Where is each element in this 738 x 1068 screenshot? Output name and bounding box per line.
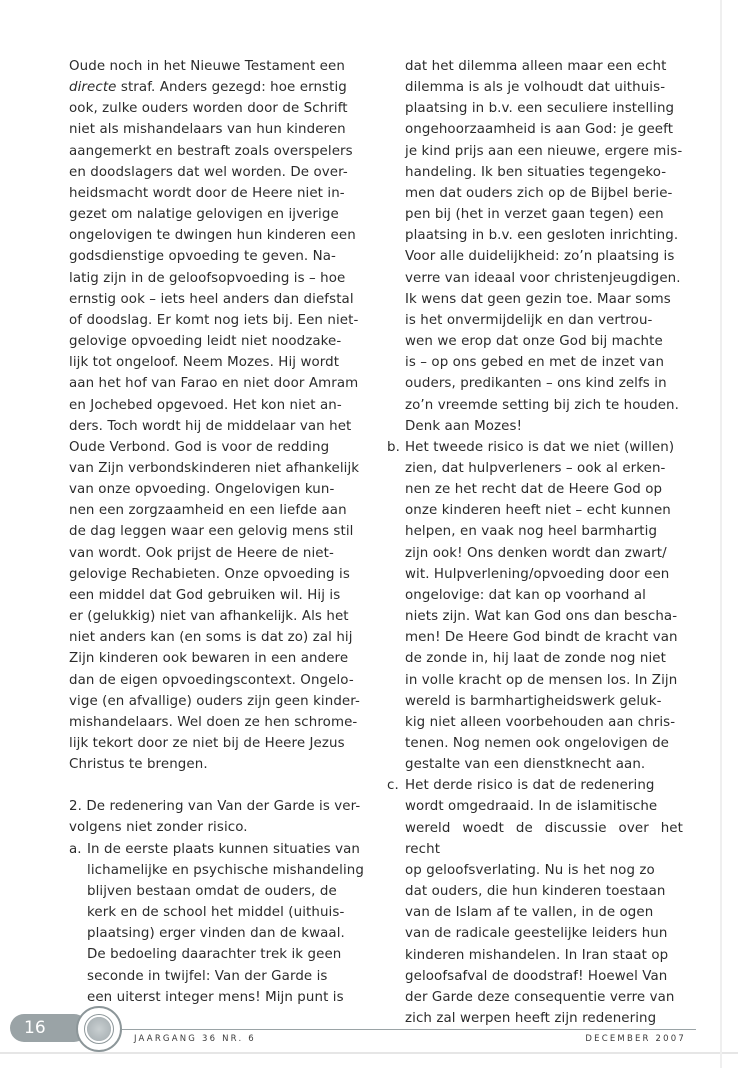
seal-inner [84,1014,114,1044]
paragraph-2 [69,796,367,838]
text-line: wit. Hulpverlening/opvoeding door een [405,566,670,582]
text-line: ernstig ook – iets heel anders dan diefstal [69,291,354,307]
text-line: men dat ouders zich op de Bijbel berie- [405,185,673,201]
text-line: Het tweede risico is dat we niet (willen) [405,439,675,455]
text-line: heidsmacht wordt door de Heere niet in- [69,185,345,201]
text-line: 2. De redenering van Van der Garde is ver- [69,799,361,815]
text-line: volgens niet zonder risico. [69,820,248,836]
text-line: gelovige opvoeding leidt niet noodzake- [69,334,342,350]
text-line: of doodslag. Er komt nog iets bij. Een niet- [69,312,359,328]
text-line: een middel dat God gebruiken wil. Hij is [69,587,341,603]
text-line: latig zijn in de geloofsopvoeding is – hoe [69,270,346,286]
text-line: vige (en afvallige) ouders zijn geen kinder- [69,693,360,709]
paragraph-1 [69,56,367,775]
text-line: aangemerkt en bestraft zoals overspelers [69,143,353,159]
text-line: en Jochebed opgevoed. Het kon niet an- [69,397,342,413]
page-edge-bottom [0,1052,738,1054]
text-line: tenen. Nog nemen ook ongelovigen de [405,736,670,751]
text-line: Het derde risico is dat de redenering [405,778,655,794]
text-line: dat ouders, die hun kinderen toestaan [405,884,666,900]
list-text [87,839,367,1008]
paragraph-gap [69,775,367,796]
text-line: dan de eigen opvoedingscontext. Ongelo- [69,672,354,688]
right-column [387,56,683,1029]
footer-rule [122,1029,696,1030]
list-label: c. [387,778,399,794]
text-line: In de eerste plaats kunnen situaties van [87,841,360,857]
text-line: ouders, predikanten – ons kind zelfs in [405,376,667,392]
text-line: lijk tot ongeloof. Neem Mozes. Hij wordt [69,355,340,371]
text-line: je kind prijs aan een nieuwe, ergere mis- [405,143,683,159]
text-line: is het onvermijdelijk en dan vertrou- [405,312,653,328]
text-line: handeling. Ik ben situaties tegengeko- [405,164,667,180]
text-line: Zijn kinderen ook bewaren in een andere [69,651,349,667]
text-line: godsdienstige opvoeding te geven. Na- [69,249,336,265]
text-line: Voor alle duidelijkheid: zo’n plaatsing is [405,249,675,265]
text-line: nen ze het recht dat de Heere God op [405,482,663,498]
text-line [69,77,367,98]
text-line: ders. Toch wordt hij de middelaar van het [69,418,352,434]
text-line: de dag leggen waar een gelovig mens stil [69,524,354,540]
text-fragment: straf. Anders gezegd: hoe ernstig [116,80,347,96]
text-line: van onze opvoeding. Ongelovigen kun- [69,482,335,498]
text-line: wen we erop dat onze God bij machte [405,334,663,350]
text-line: in volle kracht op de mensen los. In Zijn [405,672,678,688]
text-line: zo’n vreemde setting bij zich te houden. [405,397,679,413]
text-line: De bedoeling daarachter trek ik geen [87,947,342,963]
list-item-b [387,437,683,776]
text-line: van Zijn verbondskinderen niet afhankelijk [69,460,360,476]
text-line: gelovige Rechabieten. Onze opvoeding is [69,566,350,582]
text-line: niet als mishandelaars van hun kinderen [69,122,346,138]
text-line: ook, zulke ouders worden door de Schrift [69,101,348,117]
text-line: gezet om nalatige gelovigen en ijverige [69,207,339,223]
text-line: wordt omgedraaid. In de islamitische [405,799,658,815]
text-line: wereld is barmhartigheidswerk geluk- [405,693,662,709]
item-a-continuation [387,56,683,437]
text-line: Christus te brengen. [69,757,208,773]
text-line: lijk tekort door ze niet bij de Heere Jezus [69,736,345,751]
text-line: der Garde deze consequentie verre van [405,989,675,1005]
list-item-a [69,839,367,1008]
issue-date: DECEMBER 2007 [585,1034,686,1044]
text-line: Oude Verbond. God is voor de redding [69,439,330,455]
text-line: kinderen mishandelen. In Iran staat op [405,947,669,963]
text-line: kig niet alleen voorbehouden aan chris- [405,714,676,730]
text-line: niet anders kan (en soms is dat zo) zal hij [69,630,353,646]
text-line: blijven bestaan omdat de ouders, de [87,883,337,899]
text-line: lichamelijke en psychische mishandeling [87,862,364,878]
journal-seal-icon [76,1006,122,1052]
text-line: kerk en de school het middel (uithuis- [87,905,345,921]
text-line: van de Islam af te vallen, in de ogen [405,905,654,921]
list-text [405,775,683,1029]
text-line: verre van ideaal voor christenjeugdigen. [405,270,681,286]
text-line: wereld woedt de discussie over het recht [405,820,683,857]
list-label: b. [387,439,400,455]
page-footer [0,1000,738,1060]
text-line: pen bij (het in verzet gaan tegen) een [405,207,664,223]
text-line: en doodslagers dat wel worden. De over- [69,164,348,180]
text-line: er (gelukkig) niet van afhankelijk. Als het [69,609,349,625]
text-line: de zonde in, hij laat de zonde nog niet [405,651,666,667]
text-line: gestalte van een dienstknecht aan. [405,757,646,773]
text-line: plaatsing in b.v. een seculiere instelling [405,101,675,117]
text-line: helpen, en vaak nog heel barmhartig [405,524,658,540]
text-line: zijn ook! Ons denken wordt dan zwart/ [405,545,667,561]
text-line: ongelovige: dat kan op voorhand al [405,587,646,603]
list-text [405,437,683,776]
page-number: 16 [24,1018,46,1038]
text-line: mishandelaars. Wel doen ze hen schrome- [69,714,358,730]
text-line: geloofsafval de doodstraf! Hoewel Van [405,968,668,984]
text-line: Denk aan Mozes! [405,418,523,434]
text-line: nen een zorgzaamheid en een liefde aan [69,503,347,519]
text-line: een uiterst integer mens! Mijn punt is [87,989,344,1005]
text-line: van de radicale geestelijke leiders hun [405,926,668,942]
text-line: dilemma is als je volhoudt dat uithuis- [405,80,666,96]
text-line: onze kinderen heeft niet – echt kunnen [405,503,671,519]
text-line: men! De Heere God bindt de kracht van [405,630,678,646]
text-line: aan het hof van Farao en niet door Amram [69,376,359,392]
text-line: ongehoorzaamheid is aan God: je geeft [405,122,674,138]
list-item-c [387,775,683,1029]
text-line: zien, dat hulpverleners – ook al erken- [405,460,666,476]
text-line: ongelovigen te dwingen hun kinderen een [69,228,356,244]
list-label: a. [69,841,82,857]
emphasis: directe [69,80,117,96]
text-line: zich zal werpen heeft zijn redenering [405,1011,657,1027]
text-line: seconde in twijfel: Van der Garde is [87,968,328,984]
text-line: van wordt. Ook prijst de Heere de niet- [69,545,334,561]
text-line: Ik wens dat geen gezin toe. Maar soms [405,291,671,307]
text-line: op geloofsverlating. Nu is het nog zo [405,862,655,878]
text-line: dat het dilemma alleen maar een echt [405,59,667,74]
text-line: is – op ons gebed en met de inzet van [405,355,665,371]
text-line: niets zijn. Wat kan God ons dan bescha- [405,609,678,625]
text-line: plaatsing in b.v. een gesloten inrichting. [405,228,679,244]
text-line: Oude noch in het Nieuwe Testament een [69,59,345,74]
journal-issue: JAARGANG 36 NR. 6 [134,1034,256,1044]
left-column [69,56,367,1008]
text-line: plaatsing) erger vinden dan de kwaal. [87,926,345,942]
page-edge-right [720,0,722,1068]
